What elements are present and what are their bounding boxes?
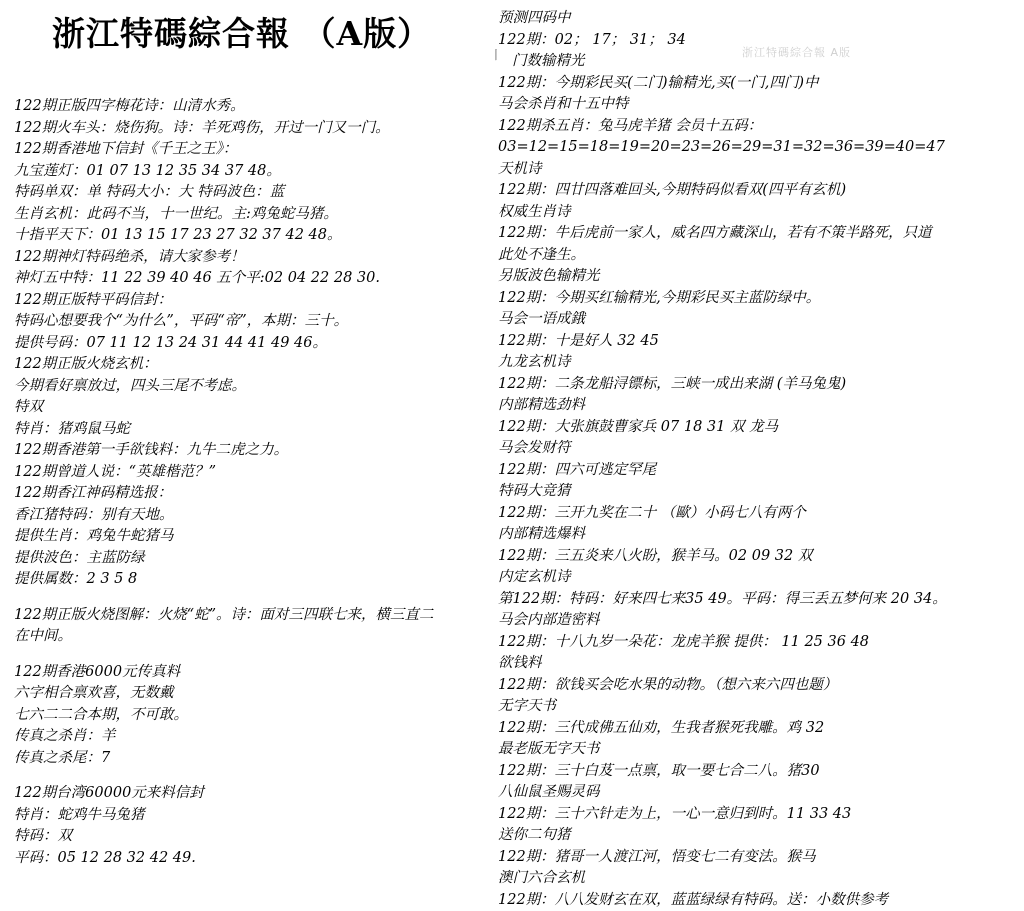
text-line: 澳门六合玄机 [498, 868, 1014, 890]
text-line: 门数输精光 [498, 51, 1014, 73]
watermark-text: 浙江特碼綜合報 A版 [742, 44, 851, 60]
text-line: 122期正版火烧图解：火烧“蛇”。诗：面对三四联七来，横三直二 [14, 605, 484, 627]
text-line: 马会一语成鋨 [498, 309, 1014, 331]
text-line: 马会内部造密料 [498, 610, 1014, 632]
text-line: 七六二二合本期，不可敢。 [14, 705, 484, 727]
text-line: 03=12=15=18=19=20=23=26=29=31=32=36=39=40=47 [498, 137, 1014, 159]
text-line: 另版波色输精光 [498, 266, 1014, 288]
text-line: 特码大竞猜 [498, 481, 1014, 503]
text-line: 特肖：蛇鸡牛马兔猪 [14, 805, 484, 827]
text-line: 神灯五中特：11 22 39 40 46 五个平:02 04 22 28 30. [14, 268, 484, 290]
text-line: 122期：三代成佛五仙劝，生我者猴死我雕。鸡 32 [498, 718, 1014, 740]
text-line: 122期：猪哥一人渡江河，悟变七二有变法。猴马 [498, 847, 1014, 869]
text-line: 十指平天下：01 13 15 17 23 27 32 37 42 48。 [14, 225, 484, 247]
text-line: 最老版无字天书 [498, 739, 1014, 761]
text-line: 特码心想要我个“为什么”，平码“帝”，本期：三十。 [14, 311, 484, 333]
text-line: 122期：今期买红输精光,今期彩民买主蓝防绿中。 [498, 288, 1014, 310]
left-text-column [14, 96, 484, 869]
text-line: 122期：02； 17； 31； 34 [498, 30, 1014, 52]
text-line: 122期：八八发财玄在双，蓝蓝绿绿有特码。送：小数供参考 [498, 890, 1014, 911]
text-line: 八仙鼠圣赐灵码 [498, 782, 1014, 804]
paragraph-gap [14, 648, 484, 662]
text-line: 送你二句猪 [498, 825, 1014, 847]
text-line: 122期：牛后虎前一家人，威名四方藏深山，若有不策半路死，只道 [498, 223, 1014, 245]
text-line: 122期：十是好人 32 45 [498, 331, 1014, 353]
text-line: 122期：十八九岁一朵花：龙虎羊猴 提供： 11 25 36 48 [498, 632, 1014, 654]
text-line: 提供号码：07 11 12 13 24 31 44 41 49 46。 [14, 333, 484, 355]
right-text-column [498, 8, 1014, 911]
text-line: 122期：三开九奖在二十 （歐）小码七八有两个 [498, 503, 1014, 525]
text-line: 特肖：猪鸡鼠马蛇 [14, 419, 484, 441]
text-line: 122期：大张旗鼓曹家兵 07 18 31 双 龙马 [498, 417, 1014, 439]
text-line: 预测四码中 [498, 8, 1014, 30]
text-line: 122期香港第一手欲钱料：九牛二虎之力。 [14, 440, 484, 462]
text-line: 122期正版四字梅花诗：山清水秀。 [14, 96, 484, 118]
text-line: 权威生肖诗 [498, 202, 1014, 224]
text-line: 122期台湾60000元来料信封 [14, 783, 484, 805]
text-line: 122期正版特平码信封： [14, 290, 484, 312]
text-line: 内部精选爆料 [498, 524, 1014, 546]
text-line: 马会发财符 [498, 438, 1014, 460]
text-line: 122期：四廿四落难回头,今期特码似看双(四平有玄机) [498, 180, 1014, 202]
text-line: 122期神灯特码绝杀，请大家参考！ [14, 247, 484, 269]
text-line: 九宝莲灯：01 07 13 12 35 34 37 48。 [14, 161, 484, 183]
text-line: 122期香港6000元传真料 [14, 662, 484, 684]
text-line: 122期：今期彩民买(二门)输精光,买(一门,四门)中 [498, 73, 1014, 95]
text-line: 传真之杀尾：7 [14, 748, 484, 770]
text-line: 无字天书 [498, 696, 1014, 718]
text-line: 第122期：特码：好来四七来35 49。平码：得三丢五梦何来 20 34。 [498, 589, 1014, 611]
text-line: 马会杀肖和十五中特 [498, 94, 1014, 116]
text-line: 122期：三五炎来八火盼，猴羊马。02 09 32 双 [498, 546, 1014, 568]
text-line: 在中间。 [14, 626, 484, 648]
text-line: 122期火车头：烧伤狗。诗：羊死鸡伤，开过一门又一门。 [14, 118, 484, 140]
text-line: 特双 [14, 397, 484, 419]
text-line: 平码：05 12 28 32 42 49. [14, 848, 484, 870]
text-line: 传真之杀肖：羊 [14, 726, 484, 748]
text-line: 内部精选劲料 [498, 395, 1014, 417]
text-line: 122期：三十六针走为上，一心一意归到时。11 33 43 [498, 804, 1014, 826]
text-line: 122期香江神码精选报： [14, 483, 484, 505]
text-line: 香江猪特码：别有天地。 [14, 505, 484, 527]
text-line: 九龙玄机诗 [498, 352, 1014, 374]
page-title: 浙江特碼綜合報 （A版） [52, 8, 431, 55]
text-line: 内定玄机诗 [498, 567, 1014, 589]
text-line: 122期：四六可逃定罕尾 [498, 460, 1014, 482]
text-line: 欲钱料 [498, 653, 1014, 675]
text-line: 提供波色：主蓝防绿 [14, 548, 484, 570]
text-line: 特码单双：单 特码大小：大 特码波色：蓝 [14, 182, 484, 204]
text-line: 特码：双 [14, 826, 484, 848]
text-line: 122期曾道人说：“英雄楷范？” [14, 462, 484, 484]
text-line: 122期杀五肖：兔马虎羊猪 会员十五码： [498, 116, 1014, 138]
text-line: 此处不逢生。 [498, 245, 1014, 267]
text-line: 六字相合禀欢喜，无数戴 [14, 683, 484, 705]
text-line: 今期看好禀放过，四头三尾不考虑。 [14, 376, 484, 398]
column-marker: 丨 [490, 46, 502, 63]
text-line: 生肖玄机：此码不当，十一世纪。主:鸡兔蛇马猪。 [14, 204, 484, 226]
text-line: 122期：二条龙船浔镖标，三峡一成出来湖 (羊马兔鬼) [498, 374, 1014, 396]
text-line: 天机诗 [498, 159, 1014, 181]
text-line: 提供生肖：鸡兔牛蛇猪马 [14, 526, 484, 548]
text-line: 提供属数：2 3 5 8 [14, 569, 484, 591]
paragraph-gap [14, 591, 484, 605]
text-line: 122期：三十白芨一点禀，取一要七合二八。猪30 [498, 761, 1014, 783]
text-line: 122期：欲钱买会吃水果的动物。（想六来六四也题） [498, 675, 1014, 697]
text-line: 122期正版火烧玄机： [14, 354, 484, 376]
text-line: 122期香港地下信封《千王之王》： [14, 139, 484, 161]
paragraph-gap [14, 769, 484, 783]
